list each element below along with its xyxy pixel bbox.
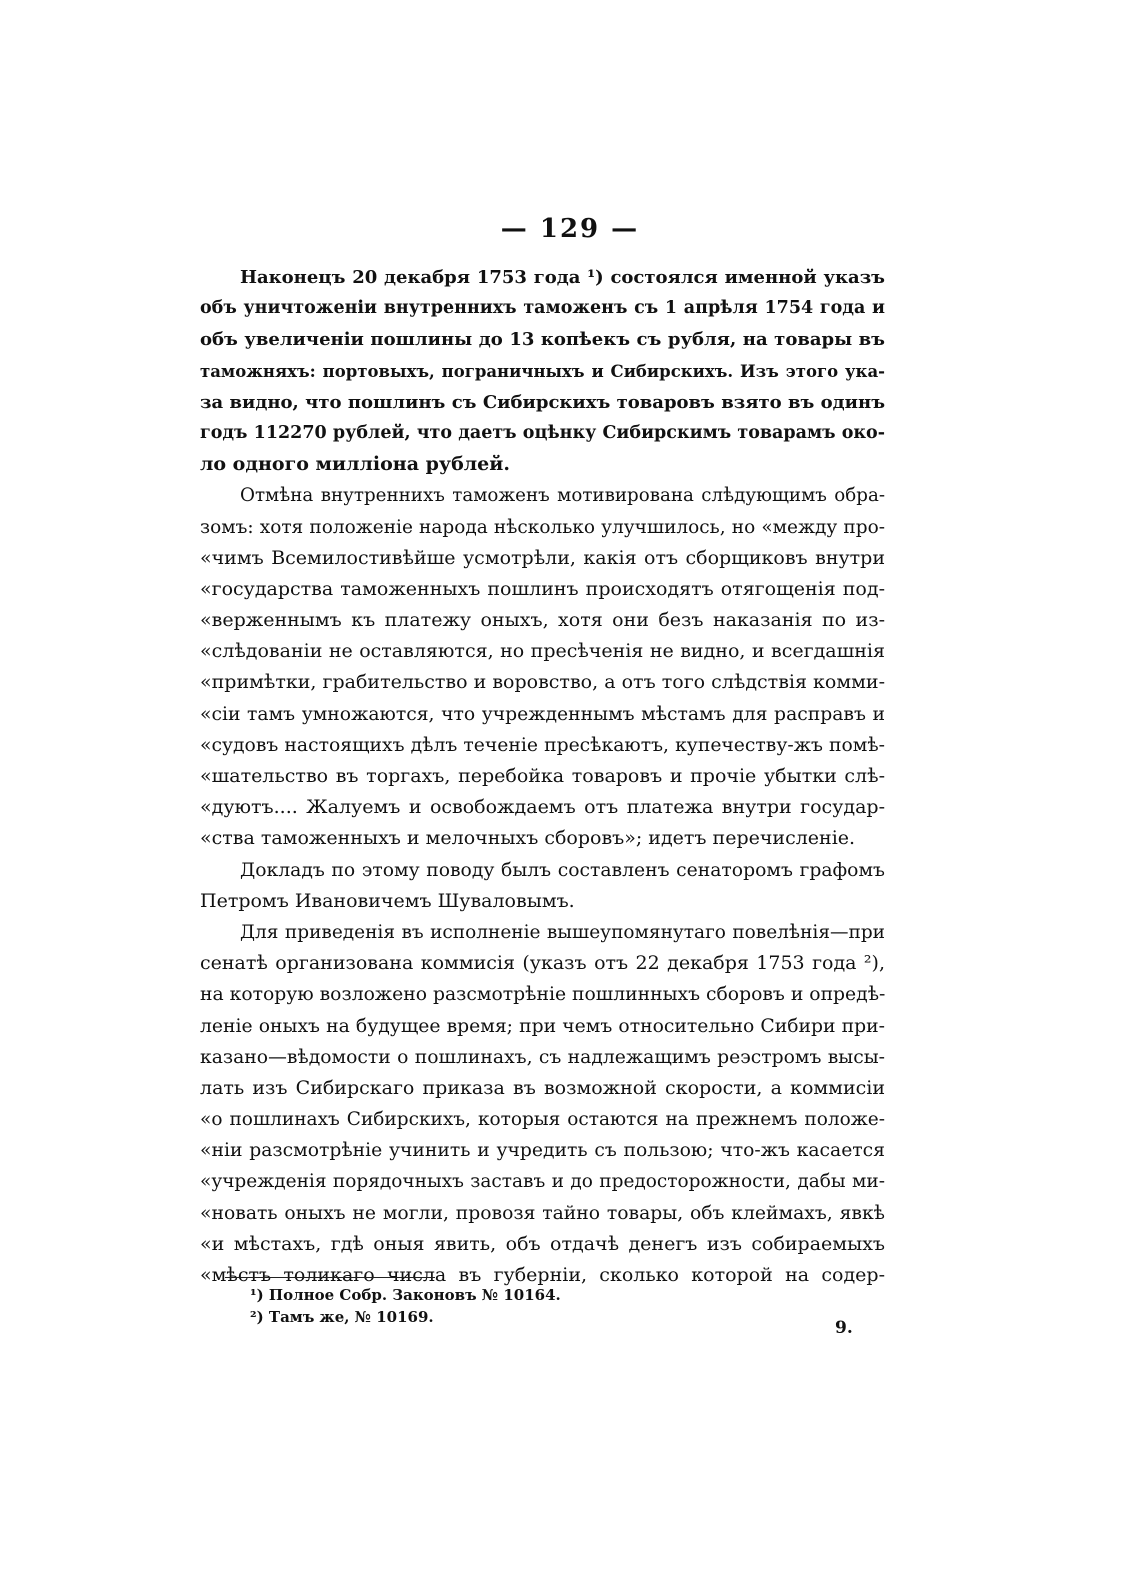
text-line: объ уничтоженіи внутреннихъ таможенъ съ 1 апрѣля 1754 года и [200, 298, 885, 319]
text-line: зомъ: хотя положеніе народа нѣсколько улучшилось, но «между про- [200, 516, 885, 538]
text-line: казано—вѣдомости о пошлинахъ, съ надлежащимъ реэстромъ высы- [200, 1046, 885, 1068]
text-line: лать изъ Сибирскаго приказа въ возможной скорости, а коммисіи [200, 1076, 885, 1099]
text-line: сенатѣ организована коммисія (указъ отъ 22 декабря 1753 года ²), [200, 952, 885, 975]
text-line: Докладъ по этому поводу былъ составленъ сенаторомъ графомъ [240, 859, 885, 881]
text-line: таможняхъ: портовыхъ, пограничныхъ и Сибирскихъ. Изъ этого ука- [200, 361, 885, 381]
text-line: ло одного милліона рублей. [200, 453, 510, 476]
footnote-text: Тамъ же, № 10169. [268, 1308, 434, 1326]
text-line: «новать оныхъ не могли, провозя тайно товары, объ клеймахъ, явкѣ [200, 1202, 885, 1224]
footnote-text: Полное Собр. Законовъ № 10164. [268, 1286, 561, 1304]
body-text [200, 262, 885, 1291]
footnote-mark: ²) [250, 1308, 264, 1326]
page-number: — 129 — [500, 214, 640, 244]
footnote-mark: ¹) [250, 1286, 264, 1304]
text-line: за видно, что пошлинъ съ Сибирскихъ товаровъ взято въ одинъ [200, 391, 885, 413]
text-line: «сіи тамъ умножаются, что учрежденнымъ мѣстамъ для расправъ и [200, 703, 885, 725]
text-line: «ніи разсмотрѣніе учинить и учредить съ пользою; что-жъ касается [200, 1140, 885, 1162]
text-line: «и мѣстахъ, гдѣ оныя явить, объ отдачѣ денегъ изъ собираемыхъ [200, 1232, 885, 1255]
text-line: Наконецъ 20 декабря 1753 года ¹) состоялся именной указъ [240, 267, 885, 288]
text-line: Петромъ Ивановичемъ Шуваловымъ. [200, 889, 575, 912]
text-line: «верженнымъ къ платежу оныхъ, хотя они безъ наказанія по из- [200, 609, 885, 632]
text-line: «чимъ Всемилостивѣйше усмотрѣли, какія отъ сборщиковъ внутри [200, 546, 885, 569]
text-line: «государства таможенныхъ пошлинъ происходятъ отягощенія под- [200, 577, 885, 600]
text-line: «мѣстъ толикаго числа въ губерніи, сколько которой на содер- [200, 1264, 885, 1286]
footnotes [250, 1284, 770, 1328]
text-line: «примѣтки, грабительство и воровство, а отъ того слѣдствія комми- [200, 671, 885, 694]
footnote-divider [225, 1277, 435, 1278]
footnote [250, 1284, 770, 1306]
text-line: «шательство въ торгахъ, перебойка товаровъ и прочіе убытки слѣ- [200, 765, 885, 787]
text-line: «о пошлинахъ Сибирскихъ, которыя остаются на прежнемъ положе- [200, 1109, 885, 1131]
text-line: на которую возложено разсмотрѣніе пошлинныхъ сборовъ и опредѣ- [200, 984, 886, 1006]
text-line: объ увеличеніи пошлины до 13 копѣекъ съ рубля, на товары въ [200, 329, 885, 351]
text-line: «слѣдованіи не оставляются, но пресѣченія не видно, и всегдашнія [200, 640, 885, 663]
text-line: Для приведенія въ исполненіе вышеупомянутаго повелѣнія—при [240, 921, 885, 943]
text-line: Отмѣна внутреннихъ таможенъ мотивирована слѣдующимъ обра- [240, 485, 885, 507]
signature-mark: 9. [835, 1318, 853, 1338]
text-line: годъ 112270 рублей, что даетъ оцѣнку Сибирскимъ товарамъ око- [200, 422, 885, 443]
text-line: «дуютъ.... Жалуемъ и освобождаемъ отъ платежа внутри государ- [200, 796, 885, 819]
text-line: «ства таможенныхъ и мелочныхъ сборовъ»; идетъ перечисленіе. [200, 827, 856, 850]
text-line: «судовъ настоящихъ дѣлъ теченіе пресѣкаютъ, купечеству-жъ помѣ- [200, 734, 885, 756]
text-line: «учрежденія порядочныхъ заставъ и до предосторожности, дабы ми- [200, 1171, 885, 1193]
footnote [250, 1306, 770, 1328]
text-line: леніе оныхъ на будущее время; при чемъ относительно Сибири при- [200, 1015, 885, 1037]
